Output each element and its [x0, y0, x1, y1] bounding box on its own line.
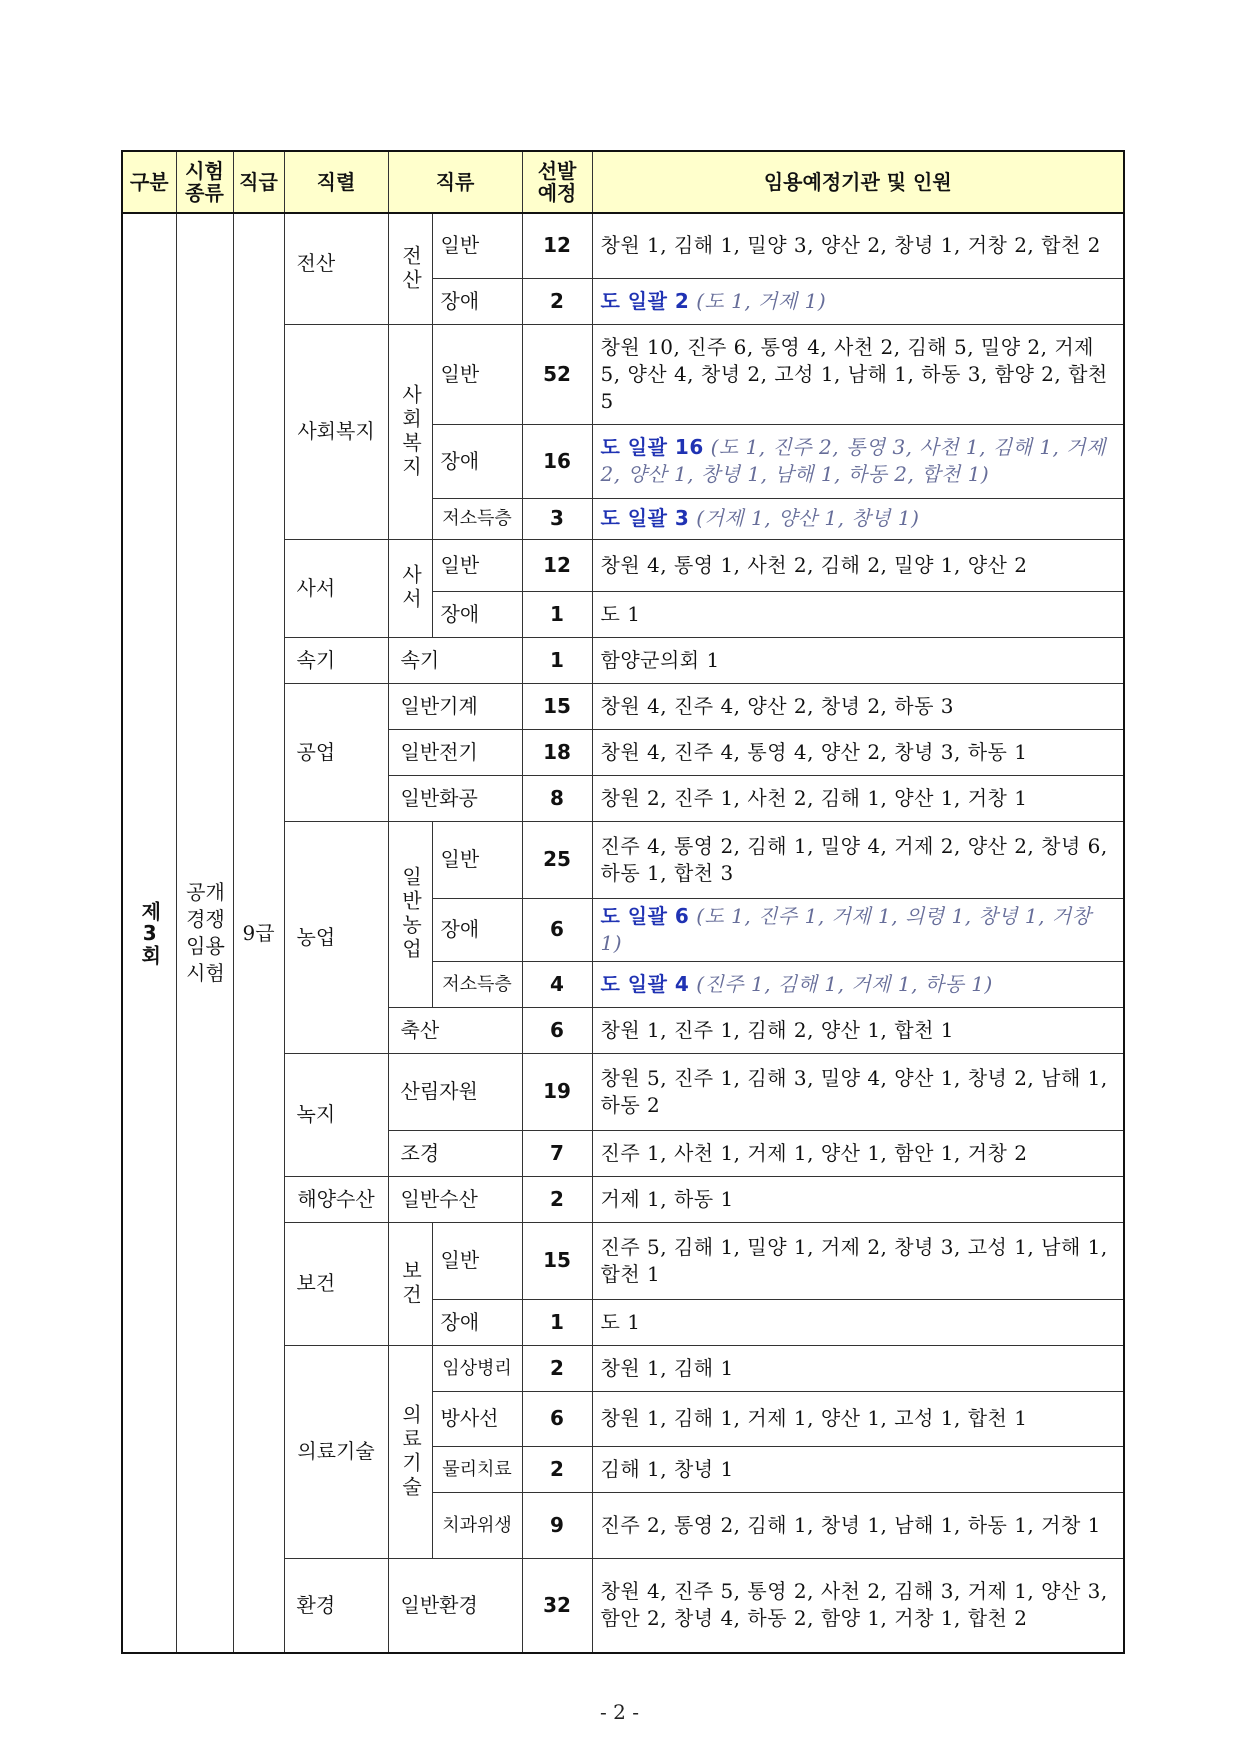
kind-cell: 일반화공 [388, 775, 522, 821]
inst-cell [592, 278, 1124, 324]
inst-cell: 창원 1, 진주 1, 김해 2, 양산 1, 합천 1 [592, 1007, 1124, 1053]
inst-cell: 창원 2, 진주 1, 사천 2, 김해 1, 양산 1, 거창 1 [592, 775, 1124, 821]
header-series: 직렬 [284, 151, 388, 213]
count-cell: 15 [522, 1222, 592, 1299]
kind-cell: 조경 [388, 1130, 522, 1176]
inst-cell: 창원 1, 김해 1, 거제 1, 양산 1, 고성 1, 합천 1 [592, 1391, 1124, 1446]
count-cell: 9 [522, 1492, 592, 1558]
inst-cell: 창원 4, 통영 1, 사천 2, 김해 2, 밀양 1, 양산 2 [592, 539, 1124, 591]
inst-cell [592, 424, 1124, 498]
header-grade: 직급 [233, 151, 284, 213]
inst-cell: 거제 1, 하동 1 [592, 1176, 1124, 1222]
header-row [122, 151, 1124, 213]
count-cell: 4 [522, 961, 592, 1007]
kind-cell: 물리치료 [432, 1446, 522, 1492]
bulk-detail: (진주 1, 김해 1, 거제 1, 하동 1) [696, 971, 993, 996]
inst-cell: 진주 4, 통영 2, 김해 1, 밀양 4, 거제 2, 양산 2, 창녕 6, 하동 1, 합천 3 [592, 821, 1124, 898]
series-librarian: 사서 [284, 539, 388, 637]
bulk-detail: (도 1, 진주 1, 거제 1, 의령 1, 창녕 1, 거창 1) [600, 903, 1092, 955]
bulk-label: 도 일괄 4 [600, 971, 690, 996]
inst-cell: 함양군의회 1 [592, 637, 1124, 683]
bulk-label: 도 일괄 6 [600, 903, 690, 928]
inst-cell: 도 1 [592, 591, 1124, 637]
header-institutions: 임용예정기관 및 인원 [592, 151, 1124, 213]
bulk-detail: (도 1, 진주 2, 통영 3, 사천 1, 김해 1, 거제 2, 양산 1, 창녕 1, 남해 1, 하동 2, 합천 1) [600, 435, 1106, 486]
kind-cell: 일반 [432, 1222, 522, 1299]
bulk-detail: (거제 1, 양산 1, 창녕 1) [696, 506, 920, 530]
inst-cell [592, 498, 1124, 539]
header-kind: 직류 [388, 151, 522, 213]
count-cell: 52 [522, 324, 592, 424]
count-cell: 12 [522, 539, 592, 591]
count-cell: 7 [522, 1130, 592, 1176]
kind-cell: 속기 [388, 637, 522, 683]
kind-cell: 축산 [388, 1007, 522, 1053]
kind-cell: 저소득층 [432, 961, 522, 1007]
count-cell: 1 [522, 591, 592, 637]
series-computing: 전산 [284, 213, 388, 324]
exam-type-label [176, 213, 233, 1653]
count-cell: 18 [522, 729, 592, 775]
series-health: 보건 [284, 1222, 388, 1345]
inst-cell: 진주 1, 사천 1, 거제 1, 양산 1, 함안 1, 거창 2 [592, 1130, 1124, 1176]
exam-type-text: 공개경쟁임용시험 [186, 880, 225, 985]
count-cell: 6 [522, 1007, 592, 1053]
kind-cell: 장애 [432, 1299, 522, 1345]
kind-cell: 일반전기 [388, 729, 522, 775]
subseries-agriculture: 일반농업 [388, 821, 432, 1007]
kind-cell: 일반 [432, 324, 522, 424]
count-cell: 16 [522, 424, 592, 498]
kind-cell: 방사선 [432, 1391, 522, 1446]
kind-cell: 일반환경 [388, 1558, 522, 1653]
inst-cell [592, 961, 1124, 1007]
count-cell: 12 [522, 213, 592, 278]
kind-cell: 일반 [432, 821, 522, 898]
kind-cell: 일반수산 [388, 1176, 522, 1222]
bulk-label: 도 일괄 16 [600, 435, 704, 459]
count-cell: 8 [522, 775, 592, 821]
count-cell: 15 [522, 683, 592, 729]
grade-label: 9급 [233, 213, 284, 1653]
series-industry: 공업 [284, 683, 388, 821]
inst-cell: 창원 4, 진주 4, 통영 4, 양산 2, 창녕 3, 하동 1 [592, 729, 1124, 775]
inst-cell: 창원 10, 진주 6, 통영 4, 사천 2, 김해 5, 밀양 2, 거제 5, 양산 4, 창녕 2, 고성 1, 남해 1, 하동 3, 함양 2, 합천 5 [592, 324, 1124, 424]
count-cell: 2 [522, 278, 592, 324]
page-number: - 2 - [600, 1700, 639, 1724]
kind-cell: 산림자원 [388, 1053, 522, 1130]
kind-cell: 저소득층 [432, 498, 522, 539]
subseries-librarian: 사서 [388, 539, 432, 637]
inst-cell: 진주 2, 통영 2, 김해 1, 창녕 1, 남해 1, 하동 1, 거창 1 [592, 1492, 1124, 1558]
inst-cell: 창원 5, 진주 1, 김해 3, 밀양 4, 양산 1, 창녕 2, 남해 1, 하동 2 [592, 1053, 1124, 1130]
inst-cell: 창원 1, 김해 1, 밀양 3, 양산 2, 창녕 1, 거창 2, 합천 2 [592, 213, 1124, 278]
kind-cell: 일반 [432, 213, 522, 278]
inst-cell [592, 898, 1124, 961]
recruitment-table [121, 150, 1125, 1654]
header-gubun: 구분 [122, 151, 176, 213]
series-environment: 환경 [284, 1558, 388, 1653]
count-cell: 1 [522, 1299, 592, 1345]
count-cell: 2 [522, 1345, 592, 1391]
bulk-label: 도 일괄 3 [600, 506, 690, 530]
count-cell: 1 [522, 637, 592, 683]
inst-cell: 도 1 [592, 1299, 1124, 1345]
count-cell: 2 [522, 1446, 592, 1492]
bulk-detail: (도 1, 거제 1) [696, 288, 827, 313]
subseries-medtech: 의료기술 [388, 1345, 432, 1558]
count-cell: 3 [522, 498, 592, 539]
subseries-computing: 전산 [388, 213, 432, 324]
subseries-welfare: 사회복지 [388, 324, 432, 539]
inst-cell: 창원 4, 진주 5, 통영 2, 사천 2, 김해 3, 거제 1, 양산 3, 함안 2, 창녕 4, 하동 2, 함양 1, 거창 1, 합천 2 [592, 1558, 1124, 1653]
series-greenery: 녹지 [284, 1053, 388, 1176]
series-fisheries: 해양수산 [284, 1176, 388, 1222]
kind-cell: 장애 [432, 591, 522, 637]
kind-cell: 임상병리 [432, 1345, 522, 1391]
header-count: 선발 예정 [522, 151, 592, 213]
kind-cell: 치과위생 [432, 1492, 522, 1558]
kind-cell: 장애 [432, 278, 522, 324]
series-agriculture: 농업 [284, 821, 388, 1053]
count-cell: 6 [522, 1391, 592, 1446]
count-cell: 25 [522, 821, 592, 898]
inst-cell: 창원 4, 진주 4, 양산 2, 창녕 2, 하동 3 [592, 683, 1124, 729]
inst-cell: 창원 1, 김해 1 [592, 1345, 1124, 1391]
kind-cell: 장애 [432, 424, 522, 498]
header-exam-type: 시험 종류 [176, 151, 233, 213]
kind-cell: 일반 [432, 539, 522, 591]
bulk-label: 도 일괄 2 [600, 288, 690, 313]
count-cell: 19 [522, 1053, 592, 1130]
series-welfare: 사회복지 [284, 324, 388, 539]
kind-cell: 장애 [432, 898, 522, 961]
count-cell: 32 [522, 1558, 592, 1653]
round-label: 제3회 [122, 213, 176, 1653]
count-cell: 2 [522, 1176, 592, 1222]
inst-cell: 진주 5, 김해 1, 밀양 1, 거제 2, 창녕 3, 고성 1, 남해 1, 합천 1 [592, 1222, 1124, 1299]
kind-cell: 일반기계 [388, 683, 522, 729]
inst-cell: 김해 1, 창녕 1 [592, 1446, 1124, 1492]
series-stenography: 속기 [284, 637, 388, 683]
subseries-health: 보건 [388, 1222, 432, 1345]
table-row [122, 213, 1124, 278]
count-cell: 6 [522, 898, 592, 961]
series-medtech: 의료기술 [284, 1345, 388, 1558]
